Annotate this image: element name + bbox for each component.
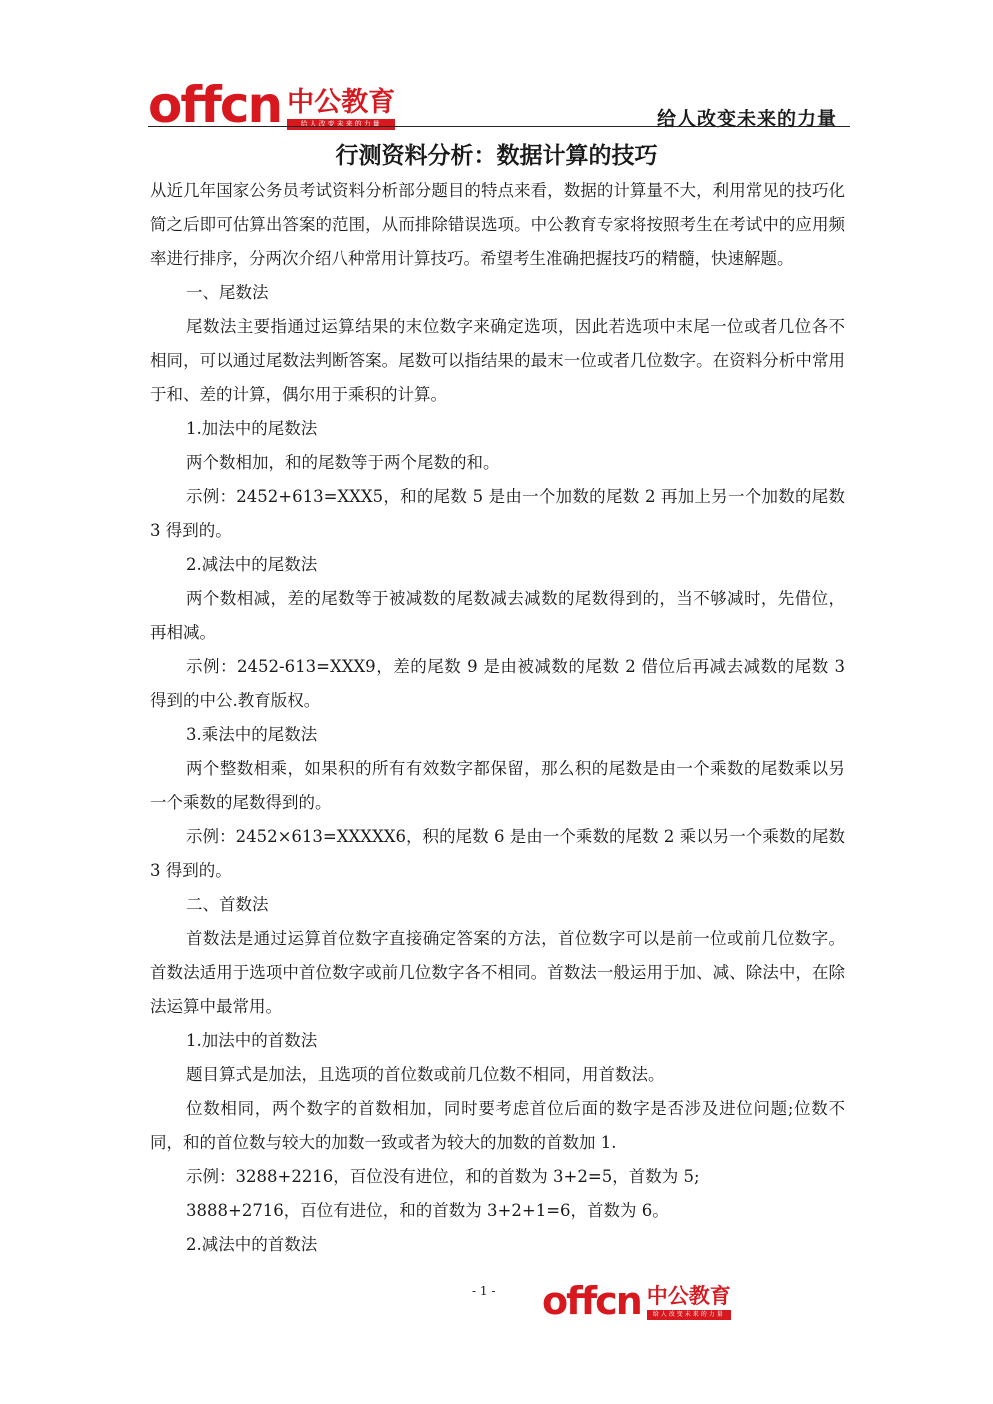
paragraph: 尾数法主要指通过运算结果的末位数字来确定选项，因此若选项中末尾一位或者几位各不相同，可以通过尾数法判断答案。尾数可以指结果的最末一位或者几位数字。在资料分析中常用于和、差的计算，偶尔用于乘积的计算。 xyxy=(150,317,845,404)
logo-chinese-name: 中公教育 xyxy=(287,87,396,118)
paragraph: 3888+2716，百位有进位，和的首数为 3+2+1=6，首数为 6。 xyxy=(186,1201,669,1220)
paragraph: 一、尾数法 xyxy=(186,283,269,302)
paragraph: 两个数相加，和的尾数等于两个尾数的和。 xyxy=(186,453,500,472)
paragraph: 示例：2452-613=XXX9，差的尾数 9 是由被减数的尾数 2 借位后再减去减数的尾数 3 得到的中公.教育版权。 xyxy=(150,657,845,710)
page-header xyxy=(0,0,993,134)
logo-wordmark: offcn xyxy=(148,76,282,134)
paragraph: 2.减法中的首数法 xyxy=(186,1235,318,1254)
footer-offcn-logo xyxy=(542,1279,731,1323)
paragraph: 首数法是通过运算首位数字直接确定答案的方法，首位数字可以是前一位或前几位数字。首数法适用于选项中首位数字或前几位数字各不相同。首数法一般运用于加、减、除法中，在除法运算中最常用。 xyxy=(150,929,845,1016)
paragraph: 从近几年国家公务员考试资料分析部分题目的特点来看，数据的计算量不大，利用常见的技巧化简之后即可估算出答案的范围，从而排除错误选项。中公教育专家将按照考生在考试中的应用频率进行排序，分两次介绍八种常用计算技巧。希望考生准确把握技巧的精髓，快速解题。 xyxy=(150,181,845,268)
offcn-logo xyxy=(148,76,396,134)
paragraph: 两个数相减，差的尾数等于被减数的尾数减去减数的尾数得到的，当不够减时，先借位，再相减。 xyxy=(150,589,845,642)
page-footer xyxy=(0,1272,993,1332)
paragraph: 题目算式是加法，且选项的首位数或前几位数不相同，用首数法。 xyxy=(186,1065,665,1084)
footer-logo-wordmark: offcn xyxy=(542,1279,641,1323)
paragraph: 示例：3288+2216，百位没有进位，和的首数为 3+2=5，首数为 5; xyxy=(186,1167,700,1186)
document-body xyxy=(150,174,845,1262)
paragraph: 2.减法中的尾数法 xyxy=(186,555,318,574)
paragraph: 二、首数法 xyxy=(186,895,269,914)
document-title: 行测资料分析：数据计算的技巧 xyxy=(335,143,658,169)
logo-tagline: 给人改变未来的力量 xyxy=(287,119,395,130)
paragraph: 示例：2452×613=XXXXX6，积的尾数 6 是由一个乘数的尾数 2 乘以另一个乘数的尾数 3 得到的。 xyxy=(150,827,845,880)
footer-logo-cn-block xyxy=(647,1286,731,1320)
page-number: - 1 - xyxy=(472,1284,496,1298)
paragraph: 示例：2452+613=XXX5，和的尾数 5 是由一个加数的尾数 2 再加上另一个加数的尾数 3 得到的。 xyxy=(150,487,845,540)
footer-logo-tagline: 给人改变未来的力量 xyxy=(647,1310,731,1320)
header-slogan: 给人改变未来的力量 xyxy=(656,108,837,130)
paragraph: 两个整数相乘，如果积的所有有效数字都保留，那么积的尾数是由一个乘数的尾数乘以另一个乘数的尾数得到的。 xyxy=(150,759,845,812)
paragraph: 位数相同，两个数字的首数相加，同时要考虑首位后面的数字是否涉及进位问题;位数不同，和的首位数与较大的加数一致或者为较大的加数的首数加 1. xyxy=(150,1099,845,1152)
paragraph: 3.乘法中的尾数法 xyxy=(186,725,318,744)
logo-cn-block xyxy=(287,89,395,130)
header-divider xyxy=(148,126,850,127)
paragraph: 1.加法中的尾数法 xyxy=(186,419,318,438)
footer-logo-chinese-name: 中公教育 xyxy=(646,1284,731,1308)
paragraph: 1.加法中的首数法 xyxy=(186,1031,318,1050)
